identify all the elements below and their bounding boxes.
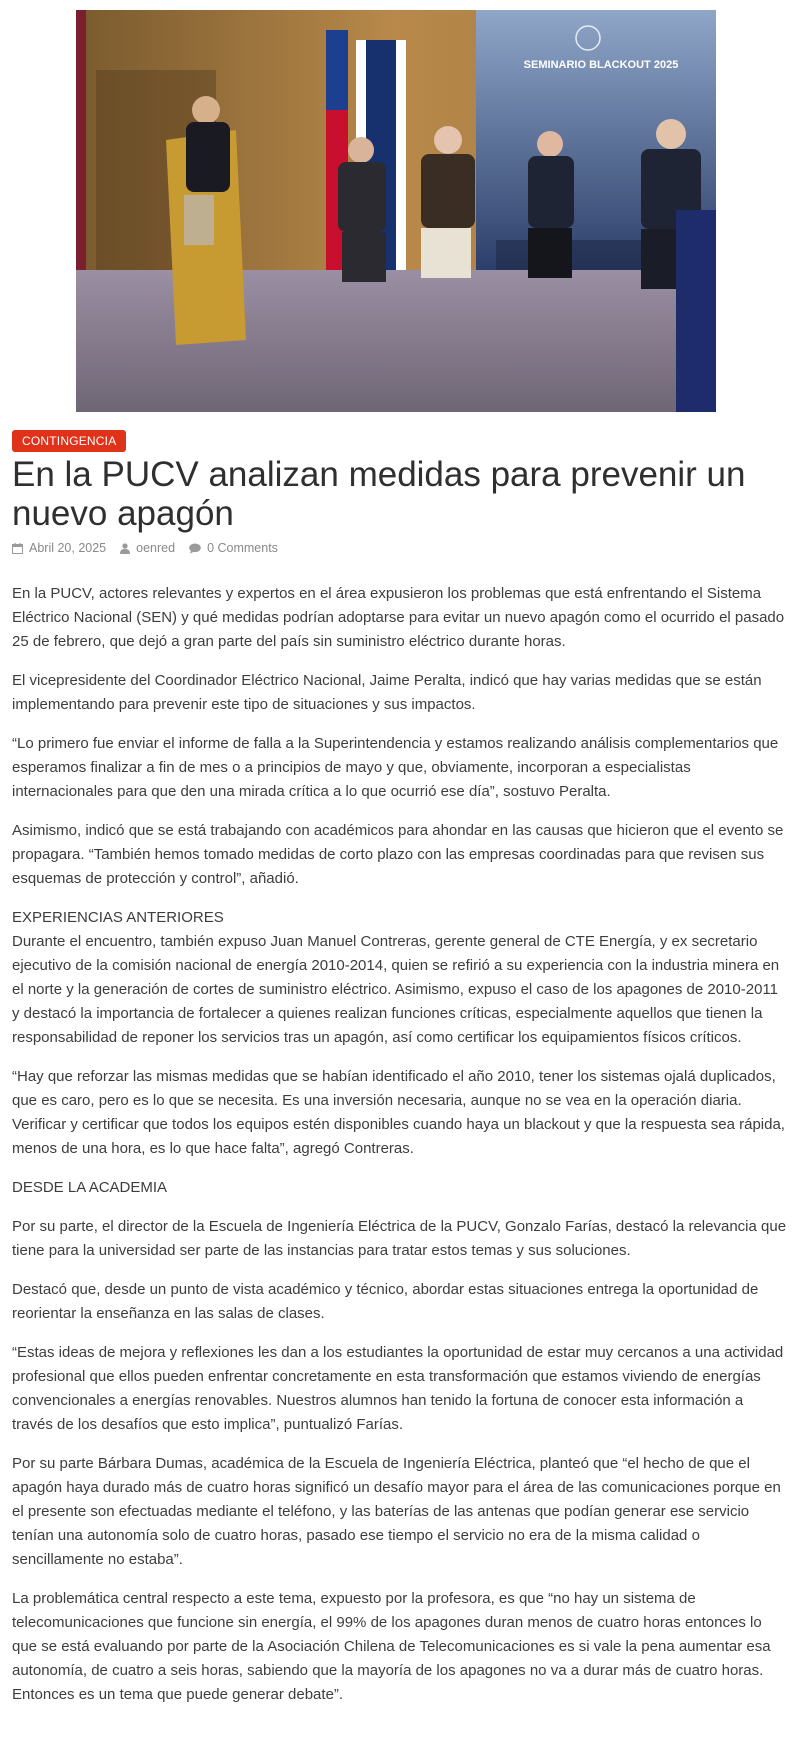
comments-link[interactable] [189,541,278,555]
article-paragraph: DESDE LA ACADEMIA [12,1179,168,1196]
comment-icon [189,543,201,554]
user-icon [120,543,130,554]
article-paragraph: Por su parte, el director de la Escuela de Ingeniería Eléctrica de la PUCV, Gonzalo Farías, destacó la relevancia que tiene para la universidad ser parte de las instancias para tratar estos temas y sus soluciones. [12,1218,787,1259]
article-paragraph: Destacó que, desde un punto de vista académico y técnico, abordar estas situaciones entrega la oportunidad de reorientar la enseñanza en las salas de clases. [12,1281,759,1322]
post-author: oenred [136,541,176,555]
screen-heading: SEMINARIO BLACKOUT 2025 [523,59,679,71]
article-meta [12,541,292,555]
article-paragraph: “Lo primero fue enviar el informe de falla a la Superintendencia y estamos realizando análisis complementarios que esperamos finalizar a fin de mes o a principios de mayo y que, obviamente, incorporan a especialistas internacionales para que den una mirada crítica a lo que ocurrió ese día”, sostuvo Peralta. [12,735,779,800]
article-paragraph: La problemática central respecto a este tema, expuesto por la profesora, es que “no hay un sistema de telecomunicaciones que funcione sin energía, el 99% de los apagones duran menos de cuatro horas entonces lo que se está evaluando por parte de la Asociación Chilena de Telecomunicaciones es si vale la pena aumentar esa autonomía, de cuatro a seis horas, sabiendo que la mayoría de los apagones no va a durar más de cuatro horas. Entonces es un tema que puede generar debate”. [12,1590,771,1703]
article-title: En la PUCV analizan medidas para prevenir un nuevo apagón [12,455,746,533]
date-link[interactable] [12,541,106,555]
article-paragraph: “Hay que reforzar las mismas medidas que se habían identificado el año 2010, tener los sistemas ojalá duplicados, que es caro, pero es lo que se necesita. Es una inversión necesaria, aunque no se vea en la operación diaria. Verificar y certificar que todos los equipos estén disponibles cuando haya un blackout y que la respuesta sea rápida, menos de una hora, es lo que hace falta”, agregó Contreras. [12,1068,785,1157]
article-paragraph: “Estas ideas de mejora y reflexiones les dan a los estudiantes la oportunidad de estar muy cercanos a una actividad profesional que ellos pueden enfrentar concretamente en esta transformación que estamos viviendo de energías convencionales a energías renovables. Nuestros alumnos han tenido la fortuna de conocer esta información a través de los desafíos que esto implica”, puntualizó Farías. [12,1344,784,1433]
article-paragraph: EXPERIENCIAS ANTERIORES Durante el encuentro, también expuso Juan Manuel Contreras, gerente general de CTE Energía, y ex secretario ejecutivo de la comisión nacional de energía 2010-2014, quien se refirió a su experiencia con la industria minera en el norte y la generación de cortes de suministro eléctrico. Asimismo, expuso el caso de los apagones de 2010-2011 y destacó la importancia de fortalecer a quienes realizan funciones críticas, especialmente aquellos que tienen la responsabilidad de reponer los servicios tras un apagón, así como certificar los equipamientos físicos críticos. [12,909,780,1046]
seminar-photo [76,10,716,412]
featured-image [76,10,716,412]
article-paragraph: El vicepresidente del Coordinador Eléctrico Nacional, Jaime Peralta, indicó que hay varias medidas que se están implementando para prevenir este tipo de situaciones y sus impactos. [12,672,762,713]
article-paragraph: Por su parte Bárbara Dumas, académica de la Escuela de Ingeniería Eléctrica, planteó que “el hecho de que el apagón haya durado más de cuatro horas significó un desafío mayor para el área de las comunicaciones porque en el presente son efectuadas mediante el teléfono, y las baterías de las antenas que podían generar ese servicio tenían una autonomía solo de cuatro horas, pasado ese tiempo el servicio no era de la misma calidad o sencillamente no estaba”. [12,1455,781,1568]
calendar-icon [12,543,23,554]
article-body [12,582,788,1722]
author-link[interactable] [120,541,175,555]
post-comments: 0 Comments [207,541,278,555]
category-badge[interactable]: CONTINGENCIA [12,430,126,452]
post-date: Abril 20, 2025 [29,541,107,555]
article-paragraph: Asimismo, indicó que se está trabajando con académicos para ahondar en las causas que hicieron que el evento se propagara. “También hemos tomado medidas de corto plazo con las empresas coordinadas para que revisen sus esquemas de protección y control”, añadió. [12,822,784,887]
article-paragraph: En la PUCV, actores relevantes y expertos en el área expusieron los problemas que está enfrentando el Sistema Eléctrico Nacional (SEN) y qué medidas podrían adoptarse para evitar un nuevo apagón como el ocurrido el pasado 25 de febrero, que dejó a gran parte del país sin suministro eléctrico durante horas. [12,585,785,650]
